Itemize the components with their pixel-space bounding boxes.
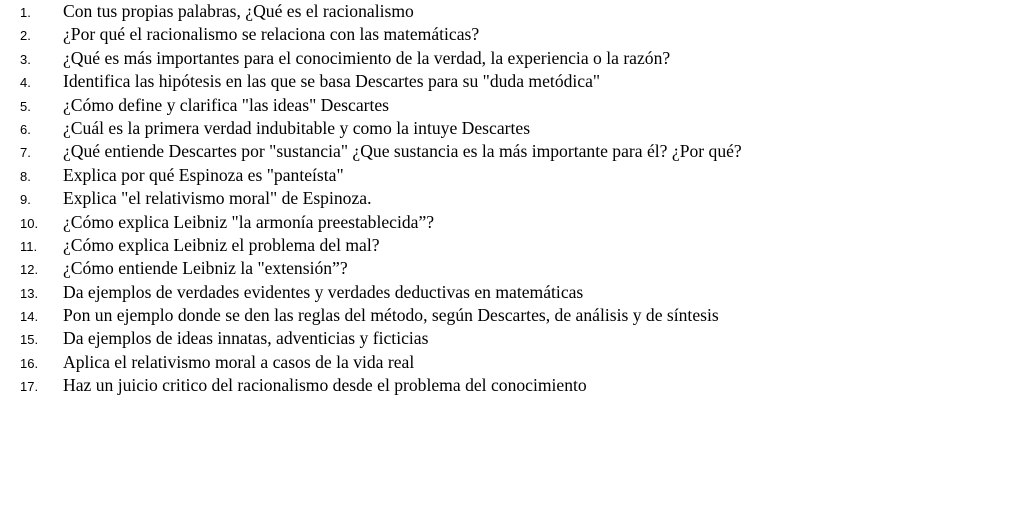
question-number: 4.: [20, 75, 31, 91]
question-text: ¿Cómo entiende Leibniz la "extensión”?: [63, 258, 348, 279]
question-number: 5.: [20, 98, 31, 114]
question-number: 6.: [20, 121, 31, 137]
question-number: 8.: [20, 168, 31, 184]
question-text: ¿Cómo explica Leibniz el problema del mal?: [63, 234, 380, 255]
question-item-14: [20, 304, 1005, 327]
question-number: 16.: [20, 355, 39, 371]
question-item-8: [20, 164, 1005, 187]
question-number: 1.: [20, 5, 31, 20]
question-item-10: [20, 211, 1005, 234]
question-item-4: [20, 70, 1005, 93]
question-item-7: [20, 140, 1005, 163]
question-number: 2.: [20, 28, 31, 44]
question-item-11: [20, 234, 1005, 257]
question-item-12: [20, 257, 1005, 280]
question-number: 12.: [20, 262, 39, 278]
question-number: 3.: [20, 51, 31, 67]
question-item-3: [20, 47, 1005, 70]
question-text: ¿Por qué el racionalismo se relaciona con las matemáticas?: [63, 24, 480, 45]
question-text: Explica "el relativismo moral" de Espinoza.: [63, 188, 372, 209]
question-number: 7.: [20, 145, 31, 161]
question-text: Identifica las hipótesis en las que se basa Descartes para su "duda metódica": [63, 71, 601, 92]
question-list: [20, 0, 1005, 398]
question-item-15: [20, 327, 1005, 350]
question-item-16: [20, 351, 1005, 374]
question-number: 13.: [20, 285, 39, 301]
question-item-13: [20, 281, 1005, 304]
question-text: Pon un ejemplo donde se den las reglas del método, según Descartes, de análisis y de síntesis: [63, 305, 719, 326]
question-number: 17.: [20, 379, 39, 395]
question-item-1: [20, 0, 1005, 23]
question-number: 9.: [20, 192, 31, 208]
question-item-6: [20, 117, 1005, 140]
question-number: 15.: [20, 332, 39, 348]
question-item-17: [20, 374, 1005, 397]
question-text: ¿Cómo explica Leibniz "la armonía preestablecida”?: [63, 211, 435, 232]
question-text: Explica por qué Espinoza es "panteísta": [63, 164, 344, 185]
question-item-9: [20, 187, 1005, 210]
question-text: ¿Qué entiende Descartes por "sustancia" ¿Que sustancia es la más importante para él? ¿Por qué?: [63, 141, 742, 162]
question-text: Haz un juicio critico del racionalismo desde el problema del conocimiento: [63, 375, 587, 396]
question-number: 10.: [20, 215, 39, 231]
question-text: ¿Cómo define y clarifica "las ideas" Descartes: [63, 94, 390, 115]
question-number: 11.: [20, 238, 38, 254]
question-text: Da ejemplos de ideas innatas, adventicias y ficticias: [63, 328, 429, 349]
question-item-2: [20, 23, 1005, 46]
question-text: Aplica el relativismo moral a casos de la vida real: [63, 351, 415, 372]
question-text: ¿Cuál es la primera verdad indubitable y como la intuye Descartes: [63, 117, 531, 138]
question-number: 14.: [20, 309, 39, 325]
question-text: ¿Qué es más importantes para el conocimiento de la verdad, la experiencia o la razón?: [63, 47, 671, 68]
question-item-5: [20, 94, 1005, 117]
question-text: Con tus propias palabras, ¿Qué es el racionalismo: [63, 1, 414, 21]
question-text: Da ejemplos de verdades evidentes y verdades deductivas en matemáticas: [63, 281, 584, 302]
